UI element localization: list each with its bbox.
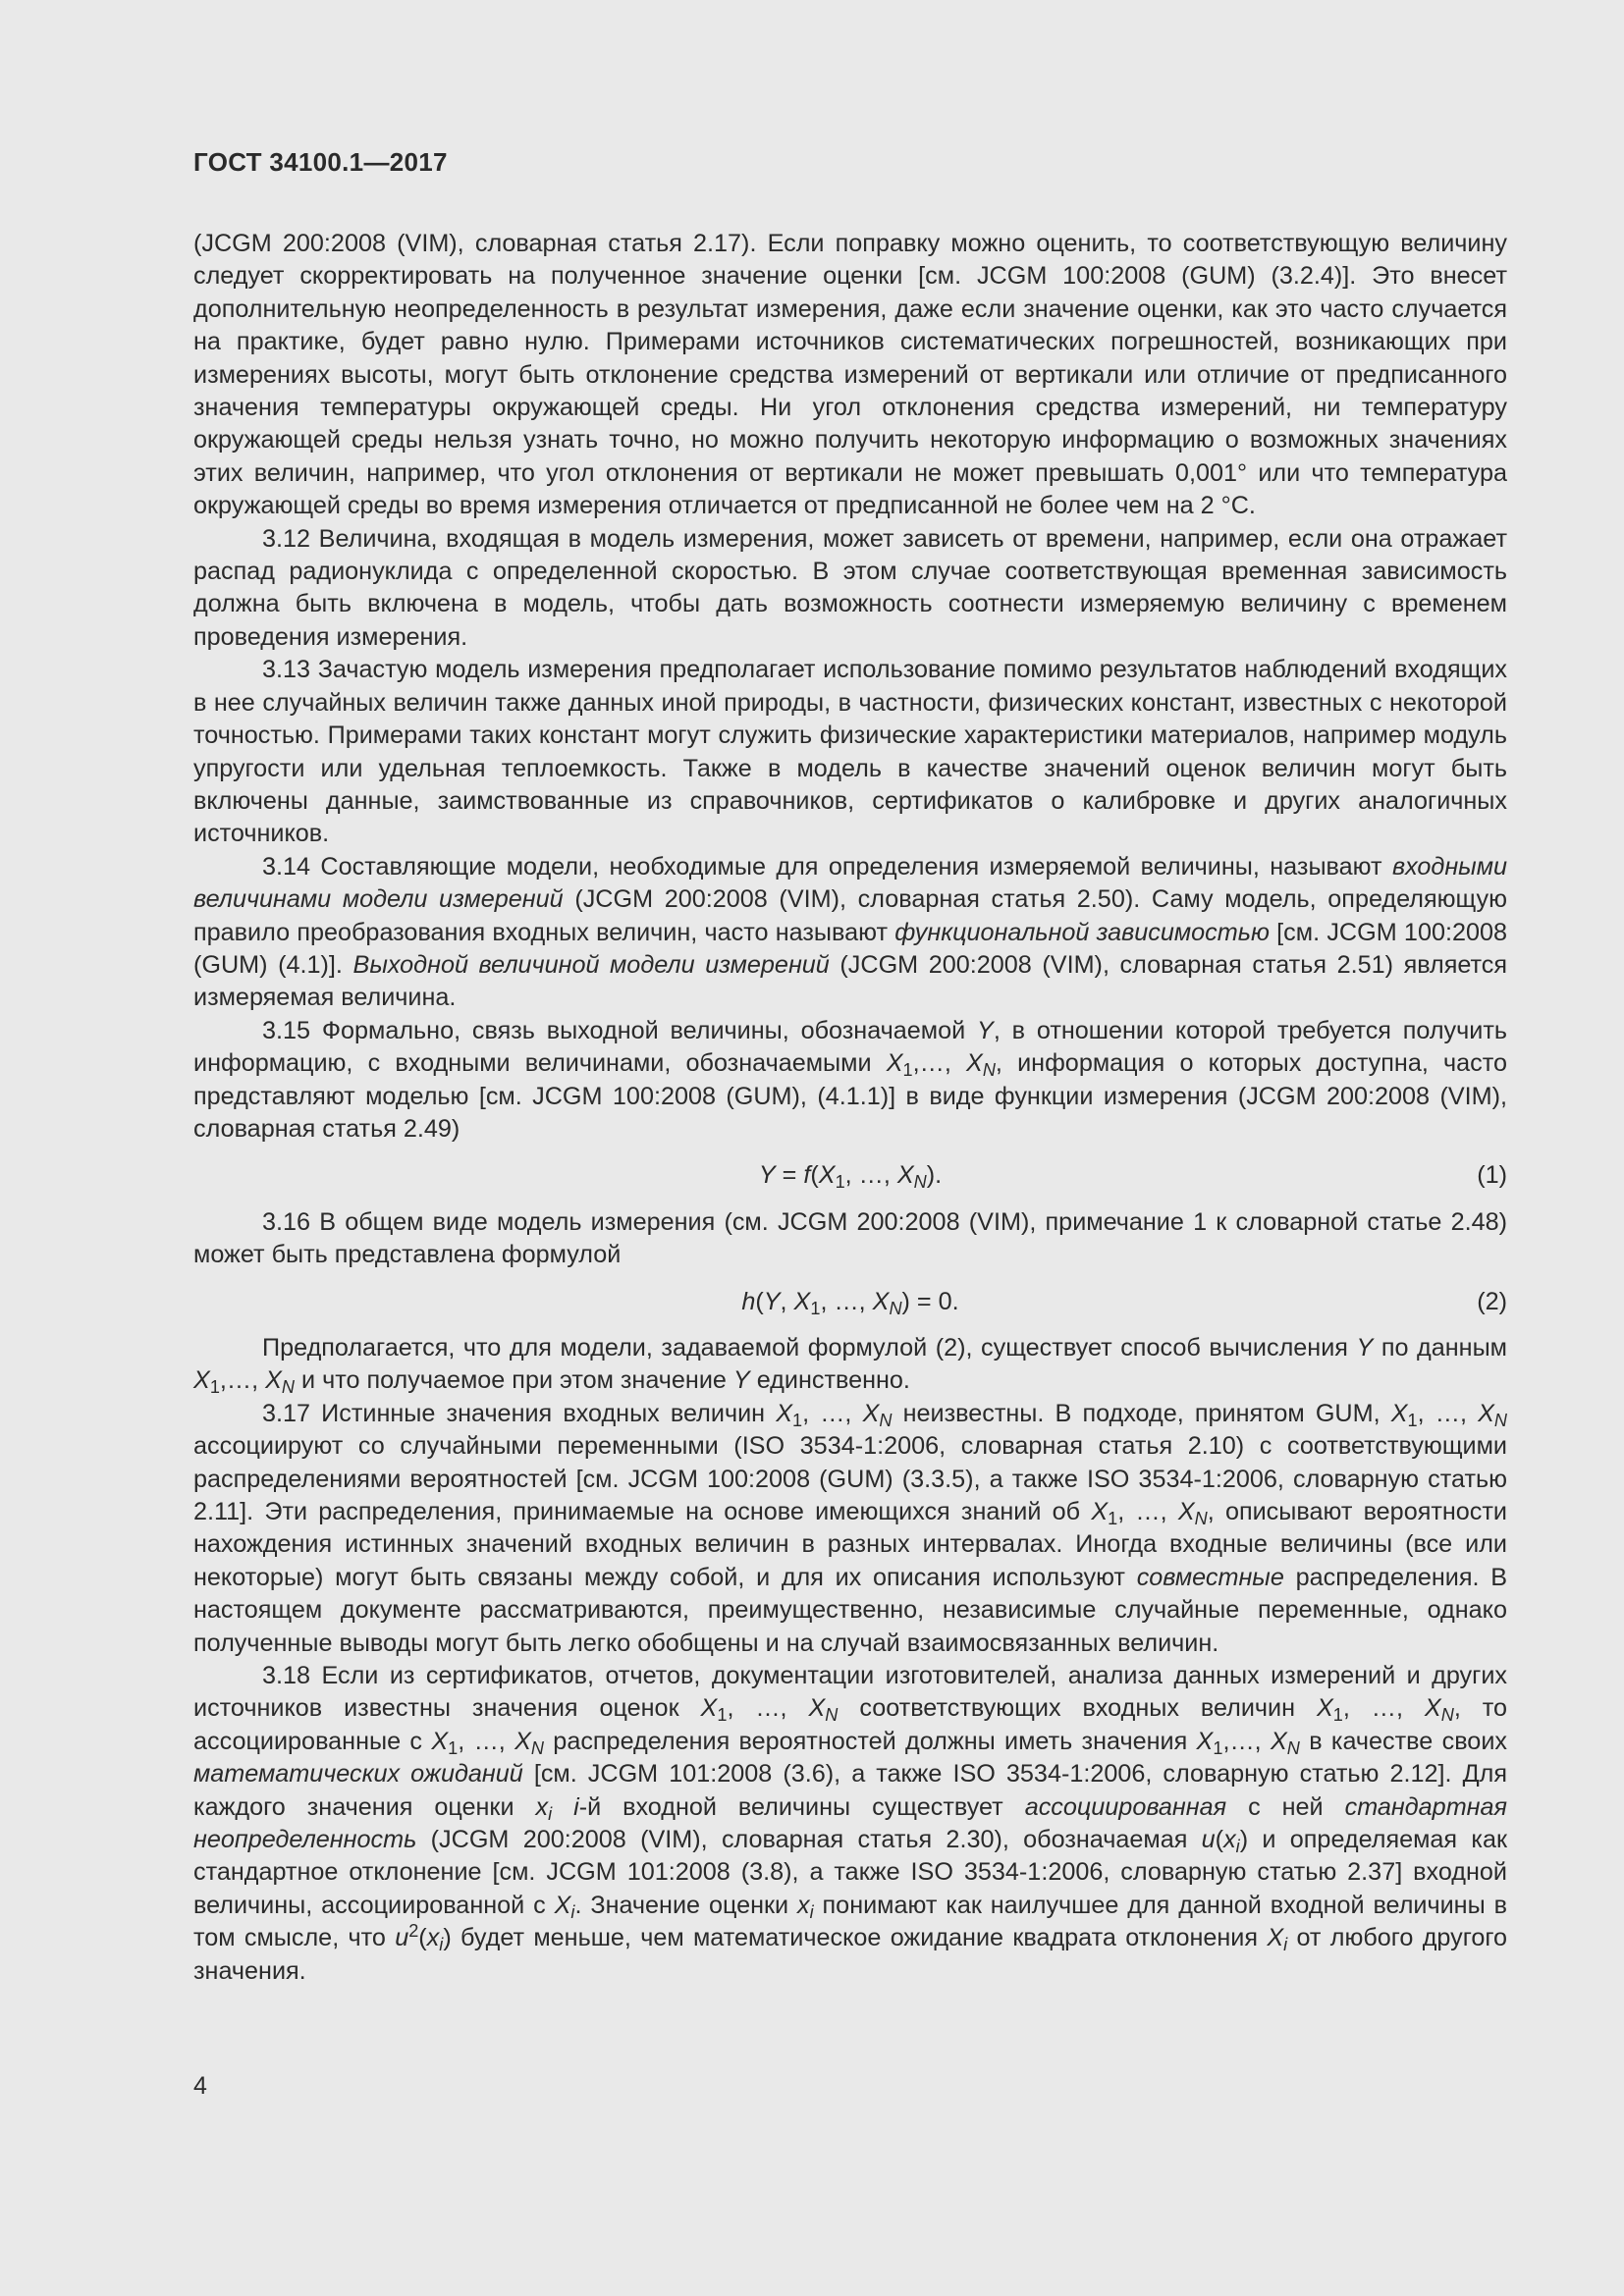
paragraph-3-14: 3.14 Составляющие модели, необходимые для определения измеряемой величины, называют входными величинами модели измерений (JCGM 200:2008 (VIM), словарная статья 2.50). Саму модель, определяющую правило преобразования входных величин, часто называют функциональной зависимостью [см. JCGM 100:2008 (GUM) (4.1)]. Выходной величиной модели измерений (JCGM 200:2008 (VIM), словарная статья 2.51) является измеряемая величина. [193, 852, 1507, 1012]
formula-1 [193, 1159, 1507, 1192]
formula-1-number: (1) [1477, 1161, 1507, 1190]
paragraph-3-12: 3.12 Величина, входящая в модель измерения, может зависеть от времени, например, если она отражает распад радионуклида с определенной скоростью. В этом случае соответствующая временная зависимость должна быть включена в модель, чтобы дать возможность соотнести измеряемую величину с временем проведения измерения. [193, 524, 1507, 651]
document-header: ГОСТ 34100.1—2017 [193, 147, 448, 177]
paragraph-assumption: Предполагается, что для модели, задаваемой формулой (2), существует способ вычисления Y по данным $X_1,\dots$, $X_N$ и что получаемое при этом значение Y единственно. [193, 1333, 1507, 1398]
paragraph-3-18: 3.18 Если из сертификатов, отчетов, документации изготовителей, анализа данных измерений и других источников известны значения оценок $X_1$, …, $X_N$ соответствующих входных величин $X_1$, …, $X_N$, то ассоциированные с $X_1$, …, $X_N$ распределения вероятностей должны иметь значения $X_1,\dots$, $X_N$ в качестве своих математических ожиданий [см. JCGM 101:2008 (3.6), а также ISO 3534-1:2006, словарную статью 2.12]. Для каждого значения оценки $x_i$ i-й входной величины существует ассоциированная с ней стандартная неопределенность (JCGM 200:2008 (VIM), словарная статья 2.30), обозначаемая $u(x_i)$ и определяемая как стандартное отклонение [см. JCGM 101:2008 (3.8), а также ISO 3534-1:2006, словарную статью 2.37] входной величины, ассоциированной с $X_i$. Значение оценки $x_i$ понимают как наилучшее для данной входной величины в том смысле, что $u^2(x_i)$ будет меньше, чем математическое ожидание квадрата отклонения $X_i$ от любого другого значения. [193, 1662, 1508, 1985]
formula-1-expression: $Y = f(X_1$, …, $X_N$). [758, 1161, 943, 1193]
formula-2-number: (2) [1477, 1287, 1507, 1315]
page-number: 4 [193, 2072, 207, 2100]
paragraph-3-15: 3.15 Формально, связь выходной величины, обозначаемой Y, в отношении которой требуется получить информацию, с входными величинами, обозначаемыми $X_1,\dots$, $X_N$, информация о которых доступна, часто представляют моделью [см. JCGM 100:2008 (GUM), (4.1.1)] в виде функции измерения (JCGM 200:2008 (VIM), словарная статья 2.49) [193, 1016, 1508, 1143]
paragraph-3-17: 3.17 Истинные значения входных величин $X_1$, …, $X_N$ неизвестны. В подходе, принятом GUM, $X_1$, …, $X_N$ ассоциируют со случайными переменными (ISO 3534-1:2006, словарная статья 2.10) с соответствующими распределениями вероятностей [см. JCGM 100:2008 (GUM) (3.3.5), а также ISO 3534-1:2006, словарную статью 2.11]. Эти распределения, принимаемые на основе имеющихся знаний об $X_1$, …, $X_N$, описывают вероятности нахождения истинных значений входных величин в разных интервалах. Иногда входные величины (все или некоторые) могут быть связаны между собой, и для их описания используют совместные распределения. В настоящем документе рассматриваются, преимущественно, независимые случайные переменные, однако полученные выводы могут быть легко обобщены и на случай взаимосвязанных величин. [193, 1399, 1508, 1657]
formula-2 [193, 1286, 1507, 1318]
paragraph-continuation: (JCGM 200:2008 (VIM), словарная статья 2.17). Если поправку можно оценить, то соответствующую величину следует скорректировать на полученное значение оценки [см. JCGM 100:2008 (GUM) (3.2.4)]. Это внесет дополнительную неопределенность в результат измерения, даже если значение оценки, как это часто случается на практике, будет равно нулю. Примерами источников систематических погрешностей, возникающих при измерениях высоты, могут быть отклонение средства измерений от вертикали или отличие от предписанного значения температуры окружающей среды. Ни угол отклонения средства измерений, ни температуру окружающей среды нельзя узнать точно, но можно получить некоторую информацию о возможных значениях этих величин, например, что угол отклонения от вертикали не может превышать 0,001° или что температура окружающей среды во время измерения отличается от предписанной не более чем на 2 °С. [193, 230, 1507, 520]
document-body [193, 228, 1507, 1988]
formula-2-expression: h(Y, $X_1$, …, $X_N) = 0$. [741, 1287, 959, 1318]
paragraph-3-16: 3.16 В общем виде модель измерения (см. JCGM 200:2008 (VIM), примечание 1 к словарной статье 2.48) может быть представлена формулой [193, 1207, 1507, 1269]
paragraph-3-13: 3.13 Зачастую модель измерения предполагает использование помимо результатов наблюдений входящих в нее случайных величин также данных иной природы, в частности, физических констант, известных с некоторой точностью. Примерами таких констант могут служить физические характеристики материалов, например модуль упругости или удельная теплоемкость. Также в модель в качестве значений оценок величин могут быть включены данные, заимствованные из справочников, сертификатов о калибровке и других аналогичных источников. [193, 656, 1507, 848]
